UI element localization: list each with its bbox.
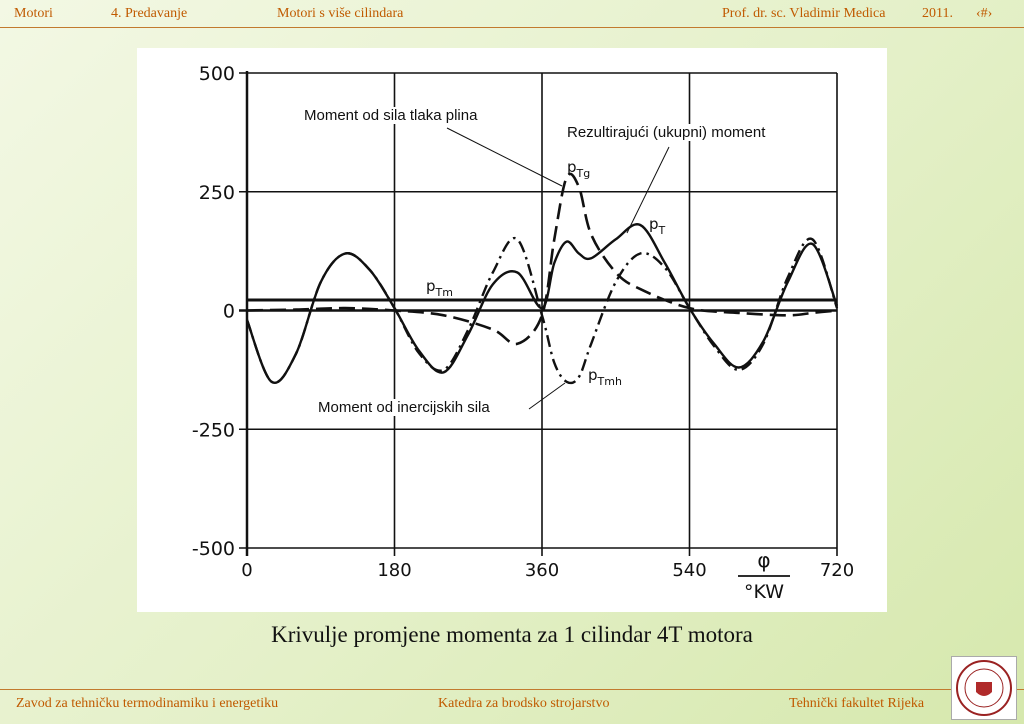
curve-label-p-tg: $p_{Tg}$ [567,158,591,180]
header-course: Motori [14,6,53,21]
header-divider [0,27,1024,28]
torque-chart [137,48,887,612]
y-tick-label: -250 [191,419,235,442]
footer-department: Zavod za tehničku termodinamiku i energetiku [16,696,279,711]
x-axis-symbol: φ [757,548,771,572]
x-tick-label: 540 [672,560,707,581]
x-tick-label: 0 [241,560,253,581]
x-tick-label: 180 [377,560,412,581]
footer-chair: Katedra za brodsko strojarstvo [438,696,610,711]
leader-resultant-moment [627,147,669,233]
chart-panel [137,48,887,612]
header-page-number: ‹#› [976,6,993,21]
x-axis-unit: °KW [743,581,785,603]
annotation-gas-pressure-moment: Moment od sila tlaka plina [301,107,480,124]
figure-caption: Krivulje promjene momenta za 1 cilindar 4T motora [271,622,753,647]
x-axis-label [738,548,790,603]
x-tick-label: 720 [819,560,855,581]
curve-label-p-tmh: $p_{Tmh}$ [588,366,622,388]
annotation-leader-lines [447,128,669,409]
curve-label-p-t: $p_T$ [649,215,666,237]
x-tick-label: 360 [524,560,560,581]
faculty-seal-logo [951,656,1017,720]
header-lecture: 4. Predavanje [111,6,188,21]
footer-divider [0,689,1024,690]
leader-gas-moment [447,128,562,186]
y-tick-label: 0 [222,300,235,323]
leader-inertia-moment [529,383,565,409]
y-tick-label: 250 [198,181,235,204]
y-tick-label: 500 [198,63,235,85]
header-author: Prof. dr. sc. Vladimir Medica [722,6,886,21]
y-tick-label: -500 [191,538,235,560]
header-year: 2011. [922,6,953,21]
annotation-inertia-moment: Moment od inercijskih sila [315,399,493,416]
annotation-resultant-moment: Rezultirajući (ukupni) moment [564,124,768,141]
footer-faculty: Tehnički fakultet Rijeka [789,696,925,711]
curve-label-p-tm: $p_{Tm}$ [426,277,453,299]
header-topic: Motori s više cilindara [277,6,404,21]
